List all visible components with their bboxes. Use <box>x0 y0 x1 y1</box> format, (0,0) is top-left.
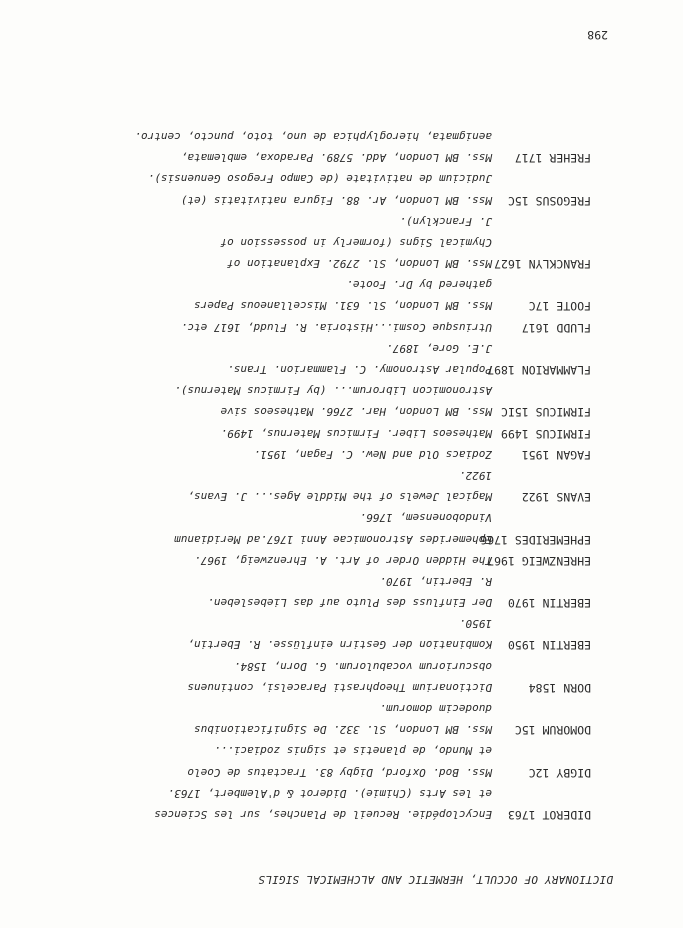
dictionary-entry <box>0 274 683 316</box>
entry-citation <box>42 380 492 422</box>
dictionary-entry <box>0 507 683 549</box>
entry-citation <box>42 740 492 782</box>
dictionary-entry <box>0 550 683 571</box>
citation-line: Mss. Bod. Oxford, Digby 83. Tractatus de Coelo <box>187 765 492 779</box>
entry-citation <box>42 698 492 740</box>
citation-line: Mss. BM London, Sl. 2792. Explanation of <box>227 257 492 271</box>
citation-line: R. Ebertin, 1970. <box>379 574 492 588</box>
entry-citation <box>42 168 492 210</box>
citation-line: obscuriorum vocabulorum. G. Dorn, 1584. <box>233 659 492 673</box>
citation-line: Mss. BM London, Har. 2766. Matheseos sive <box>220 405 492 419</box>
dictionary-entry <box>0 571 683 613</box>
dictionary-entry <box>0 698 683 740</box>
dictionary-entry <box>0 465 683 507</box>
entry-sigil-key: FREGOSUS 15C <box>507 193 591 208</box>
citation-line: Der Einfluss des Pluto auf das Liebesleben. <box>207 596 492 610</box>
entry-sigil-key: DOMORUM 15C <box>514 723 591 738</box>
entry-sigil-key: EBERTIN 1970 <box>507 596 591 611</box>
citation-line: 1922. <box>458 469 492 482</box>
citation-line: Astronomicon Librorum... (by Firmicus Maternus). <box>174 384 492 398</box>
entry-sigil-key: DIGBY 12C <box>528 765 591 780</box>
entry-citation <box>42 550 492 571</box>
citation-line: Mss. BM London, Sl. 332. De Significationibus <box>193 723 492 737</box>
dictionary-entry <box>0 613 683 655</box>
entry-sigil-key: FREHER 1717 <box>514 151 591 166</box>
entry-sigil-key: FIRMICUS 1499 <box>500 426 591 441</box>
entry-sigil-key: FLUDD 1617 <box>521 320 591 335</box>
citation-line: J.E. Gore, 1897. <box>386 341 492 355</box>
citation-line: J. Francklyn). <box>399 214 492 228</box>
entry-citation <box>42 613 492 655</box>
citation-line: aenigmata, hieroglyphica de uno, toto, puncto, centro. <box>134 130 492 143</box>
citation-line: Magical Jewels of the Middle Ages... J. Evans, <box>187 490 492 504</box>
citation-line: Mss. BM London, Add. 5789. Paradoxa, emblemata, <box>180 151 492 165</box>
citation-line: Matheseos Liber. Firmicus Maternus, 1499. <box>220 426 492 440</box>
citation-line: Kombination der Gestirn einflüsse. R. Ebertin, <box>187 638 492 652</box>
page-number: 298 <box>587 28 608 42</box>
dictionary-entry <box>0 168 683 210</box>
citation-line: Dictionarium Theophrasti Paracelsi, continuens <box>187 680 492 694</box>
entry-citation <box>42 126 492 168</box>
dictionary-entry <box>0 656 683 698</box>
entry-citation <box>42 465 492 507</box>
entry-citation <box>42 211 492 275</box>
citation-line: Encyclopédie. Recueil de Planches, sur les Sciences <box>154 808 492 821</box>
citation-line: Popular Astronomy. C. Flammarion. Trans. <box>227 363 492 377</box>
citation-line: Ephemerides Astronomicae Anni 1767.ad Meridianum <box>174 532 492 546</box>
citation-line: Mss. BM London, Ar. 88. Figura nativitatis (et) <box>180 193 492 207</box>
citation-line: Zodiacs Old and New. C. Fagan, 1951. <box>253 447 492 461</box>
citation-line: Utriusque Cosmi...Historia. R. Fludd, 1617 etc. <box>180 320 492 334</box>
dictionary-entry <box>0 444 683 465</box>
entry-citation <box>42 444 492 465</box>
entry-sigil-key: EPHEMERIDES 1766 <box>480 532 591 547</box>
entry-citation <box>42 571 492 613</box>
entry-sigil-key: DIDEROT 1763 <box>507 808 591 822</box>
citation-line: The Hidden Order of Art. A. Ehrenzweig, 1967. <box>193 553 492 567</box>
entry-sigil-key: FAGAN 1951 <box>521 447 591 462</box>
dictionary-entry <box>0 783 683 825</box>
dictionary-entry <box>0 422 683 443</box>
citation-line: duodecim domorum. <box>379 702 492 716</box>
dictionary-entry <box>0 317 683 338</box>
dictionary-entry <box>0 126 683 168</box>
citation-line: Chymical Signs (formerly in possession of <box>220 235 492 249</box>
entry-sigil-key: DORN 1584 <box>528 680 591 695</box>
dictionary-entry <box>0 380 683 422</box>
entry-list <box>0 126 683 825</box>
entry-sigil-key: FLAMMARION 1897 <box>487 363 591 378</box>
running-head: DICTIONARY OF OCCULT, HERMETIC AND ALCHEMICAL SIGILS <box>258 873 613 886</box>
citation-line: Judicium de nativitate (de Campo Fregoso Genuensis). <box>147 172 492 186</box>
entry-citation <box>42 507 492 549</box>
citation-line: et les Arts (Chimie). Diderot & d'Alembert, 1763. <box>167 786 492 800</box>
entry-sigil-key: EHRENZWEIG 1967 <box>487 553 591 568</box>
citation-line: Mss. BM London, Sl. 631. Miscellaneous Papers <box>193 299 492 313</box>
dictionary-entry <box>0 740 683 782</box>
entry-sigil-key: EVANS 1922 <box>521 490 591 505</box>
citation-line: 1950. <box>458 617 492 631</box>
entry-citation <box>42 317 492 338</box>
entry-citation <box>42 274 492 316</box>
citation-line: gathered by Dr. Foote. <box>346 278 492 292</box>
dictionary-entry <box>0 211 683 275</box>
citation-line: et Mundo, de planetis et signis zodiaci... <box>213 744 492 758</box>
entry-sigil-key: EBERTIN 1950 <box>507 638 591 653</box>
dictionary-entry <box>0 338 683 380</box>
entry-citation <box>42 656 492 698</box>
entry-sigil-key: FIRMICUS 15IC <box>500 405 591 420</box>
entry-citation <box>42 338 492 380</box>
entry-citation <box>42 422 492 443</box>
entry-citation <box>42 783 492 825</box>
entry-sigil-key: FRANCKLYN 1627 <box>494 257 591 272</box>
citation-line: Vindobonensem, 1766. <box>359 511 492 525</box>
entry-sigil-key: FOOTE 17C <box>528 299 591 314</box>
